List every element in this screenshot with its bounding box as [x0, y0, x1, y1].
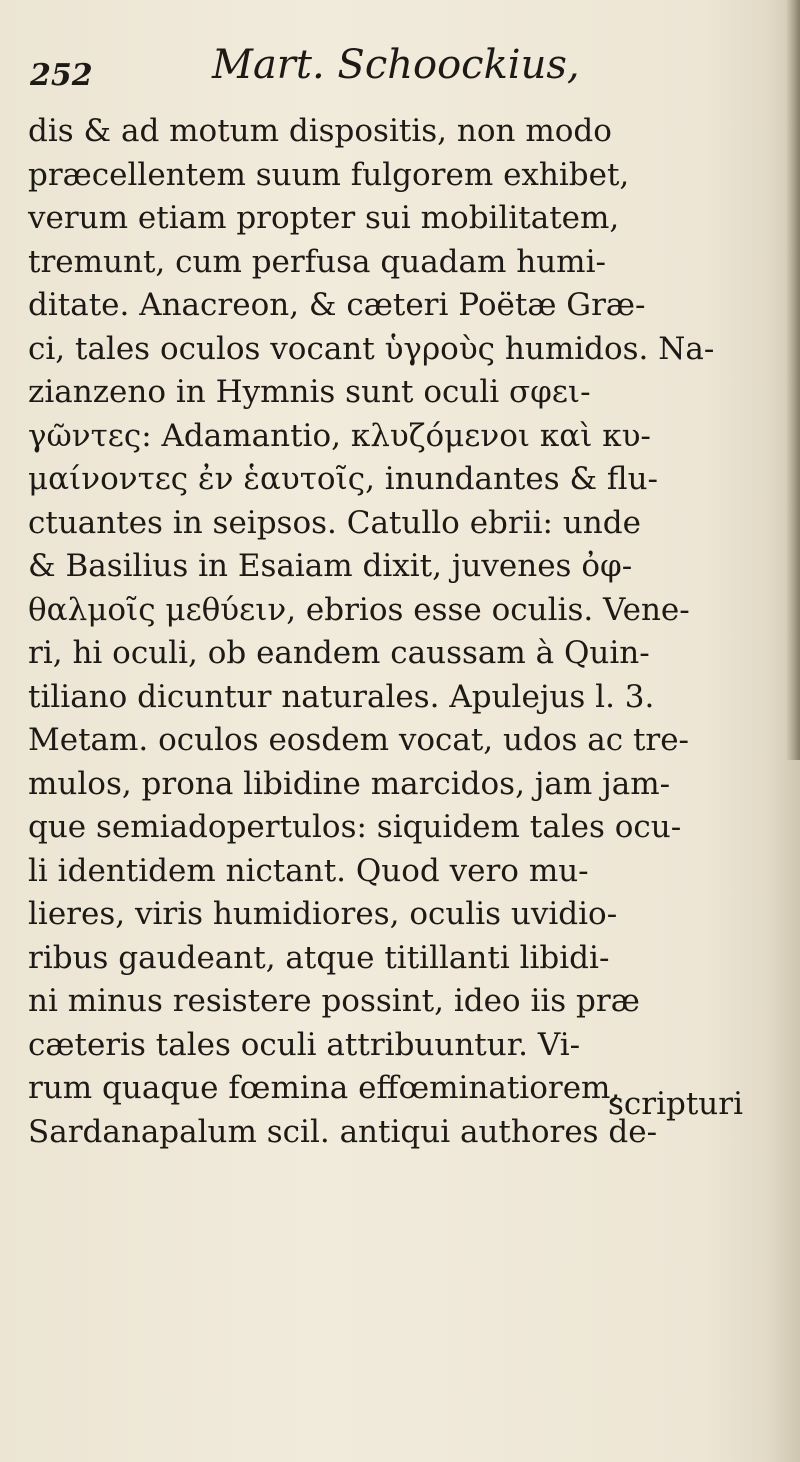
- catchword: scripturi: [608, 1086, 744, 1122]
- text-line: Metam. oculos eosdem vocat, udos ac tre-: [28, 722, 690, 758]
- text-line: Sardanapalum scil. antiqui authores de-: [28, 1113, 658, 1150]
- text-line: ci, tales oculos vocant ὑγροὺς humidos. Na-: [28, 330, 715, 367]
- text-line: ctuantes in seipsos. Catullo ebrii: unde: [28, 504, 641, 541]
- text-line: zianzeno in Hymnis sunt oculi σφει-: [28, 374, 591, 410]
- page-header: [26, 38, 740, 98]
- text-line: dis & ad motum dispositis, non modo: [28, 113, 612, 149]
- text-line: ni minus resistere possint, ideo iis præ: [28, 983, 640, 1019]
- text-line: γῶντες: Adamantio, κλυζόμενοι καὶ κυ-: [28, 417, 651, 454]
- text-line: li identidem nictant. Quod vero mu-: [28, 852, 589, 889]
- text-line: præcellentem suum fulgorem exhibet,: [28, 156, 630, 193]
- text-line: mulos, prona libidine marcidos, jam jam-: [28, 765, 671, 802]
- text-line: ribus gaudeant, atque titillanti libidi-: [28, 939, 610, 976]
- text-line: tiliano dicuntur naturales. Apulejus l. 3.: [28, 678, 655, 715]
- text-line: rum quaque fœmina effœminatiorem,: [28, 1070, 621, 1106]
- text-line: verum etiam propter sui mobilitatem,: [28, 200, 620, 236]
- text-line: ditate. Anacreon, & cæteri Poëtæ Græ-: [28, 287, 646, 323]
- text-line: ri, hi oculi, ob eandem caussam à Quin-: [28, 635, 650, 671]
- text-line: μαίνοντες ἐν ἑαυτοῖς, inundantes & flu-: [28, 461, 659, 497]
- body-text: [28, 110, 778, 1154]
- text-line: & Basilius in Esaiam dixit, juvenes ὀφ-: [28, 548, 633, 584]
- text-line: θαλμοῖς μεθύειν, ebrios esse oculis. Vene-: [28, 591, 690, 628]
- running-head: Mart. Schoockius,: [212, 42, 580, 88]
- text-line: que semiadopertulos: siquidem tales ocu-: [28, 809, 682, 845]
- page-number: 252: [30, 58, 93, 93]
- text-line: tremunt, cum perfusa quadam humi-: [28, 243, 606, 280]
- text-line: cæteris tales oculi attribuuntur. Vi-: [28, 1026, 581, 1063]
- page-edge-shadow: [786, 0, 800, 760]
- text-line: lieres, viris humidiores, oculis uvidio-: [28, 896, 618, 932]
